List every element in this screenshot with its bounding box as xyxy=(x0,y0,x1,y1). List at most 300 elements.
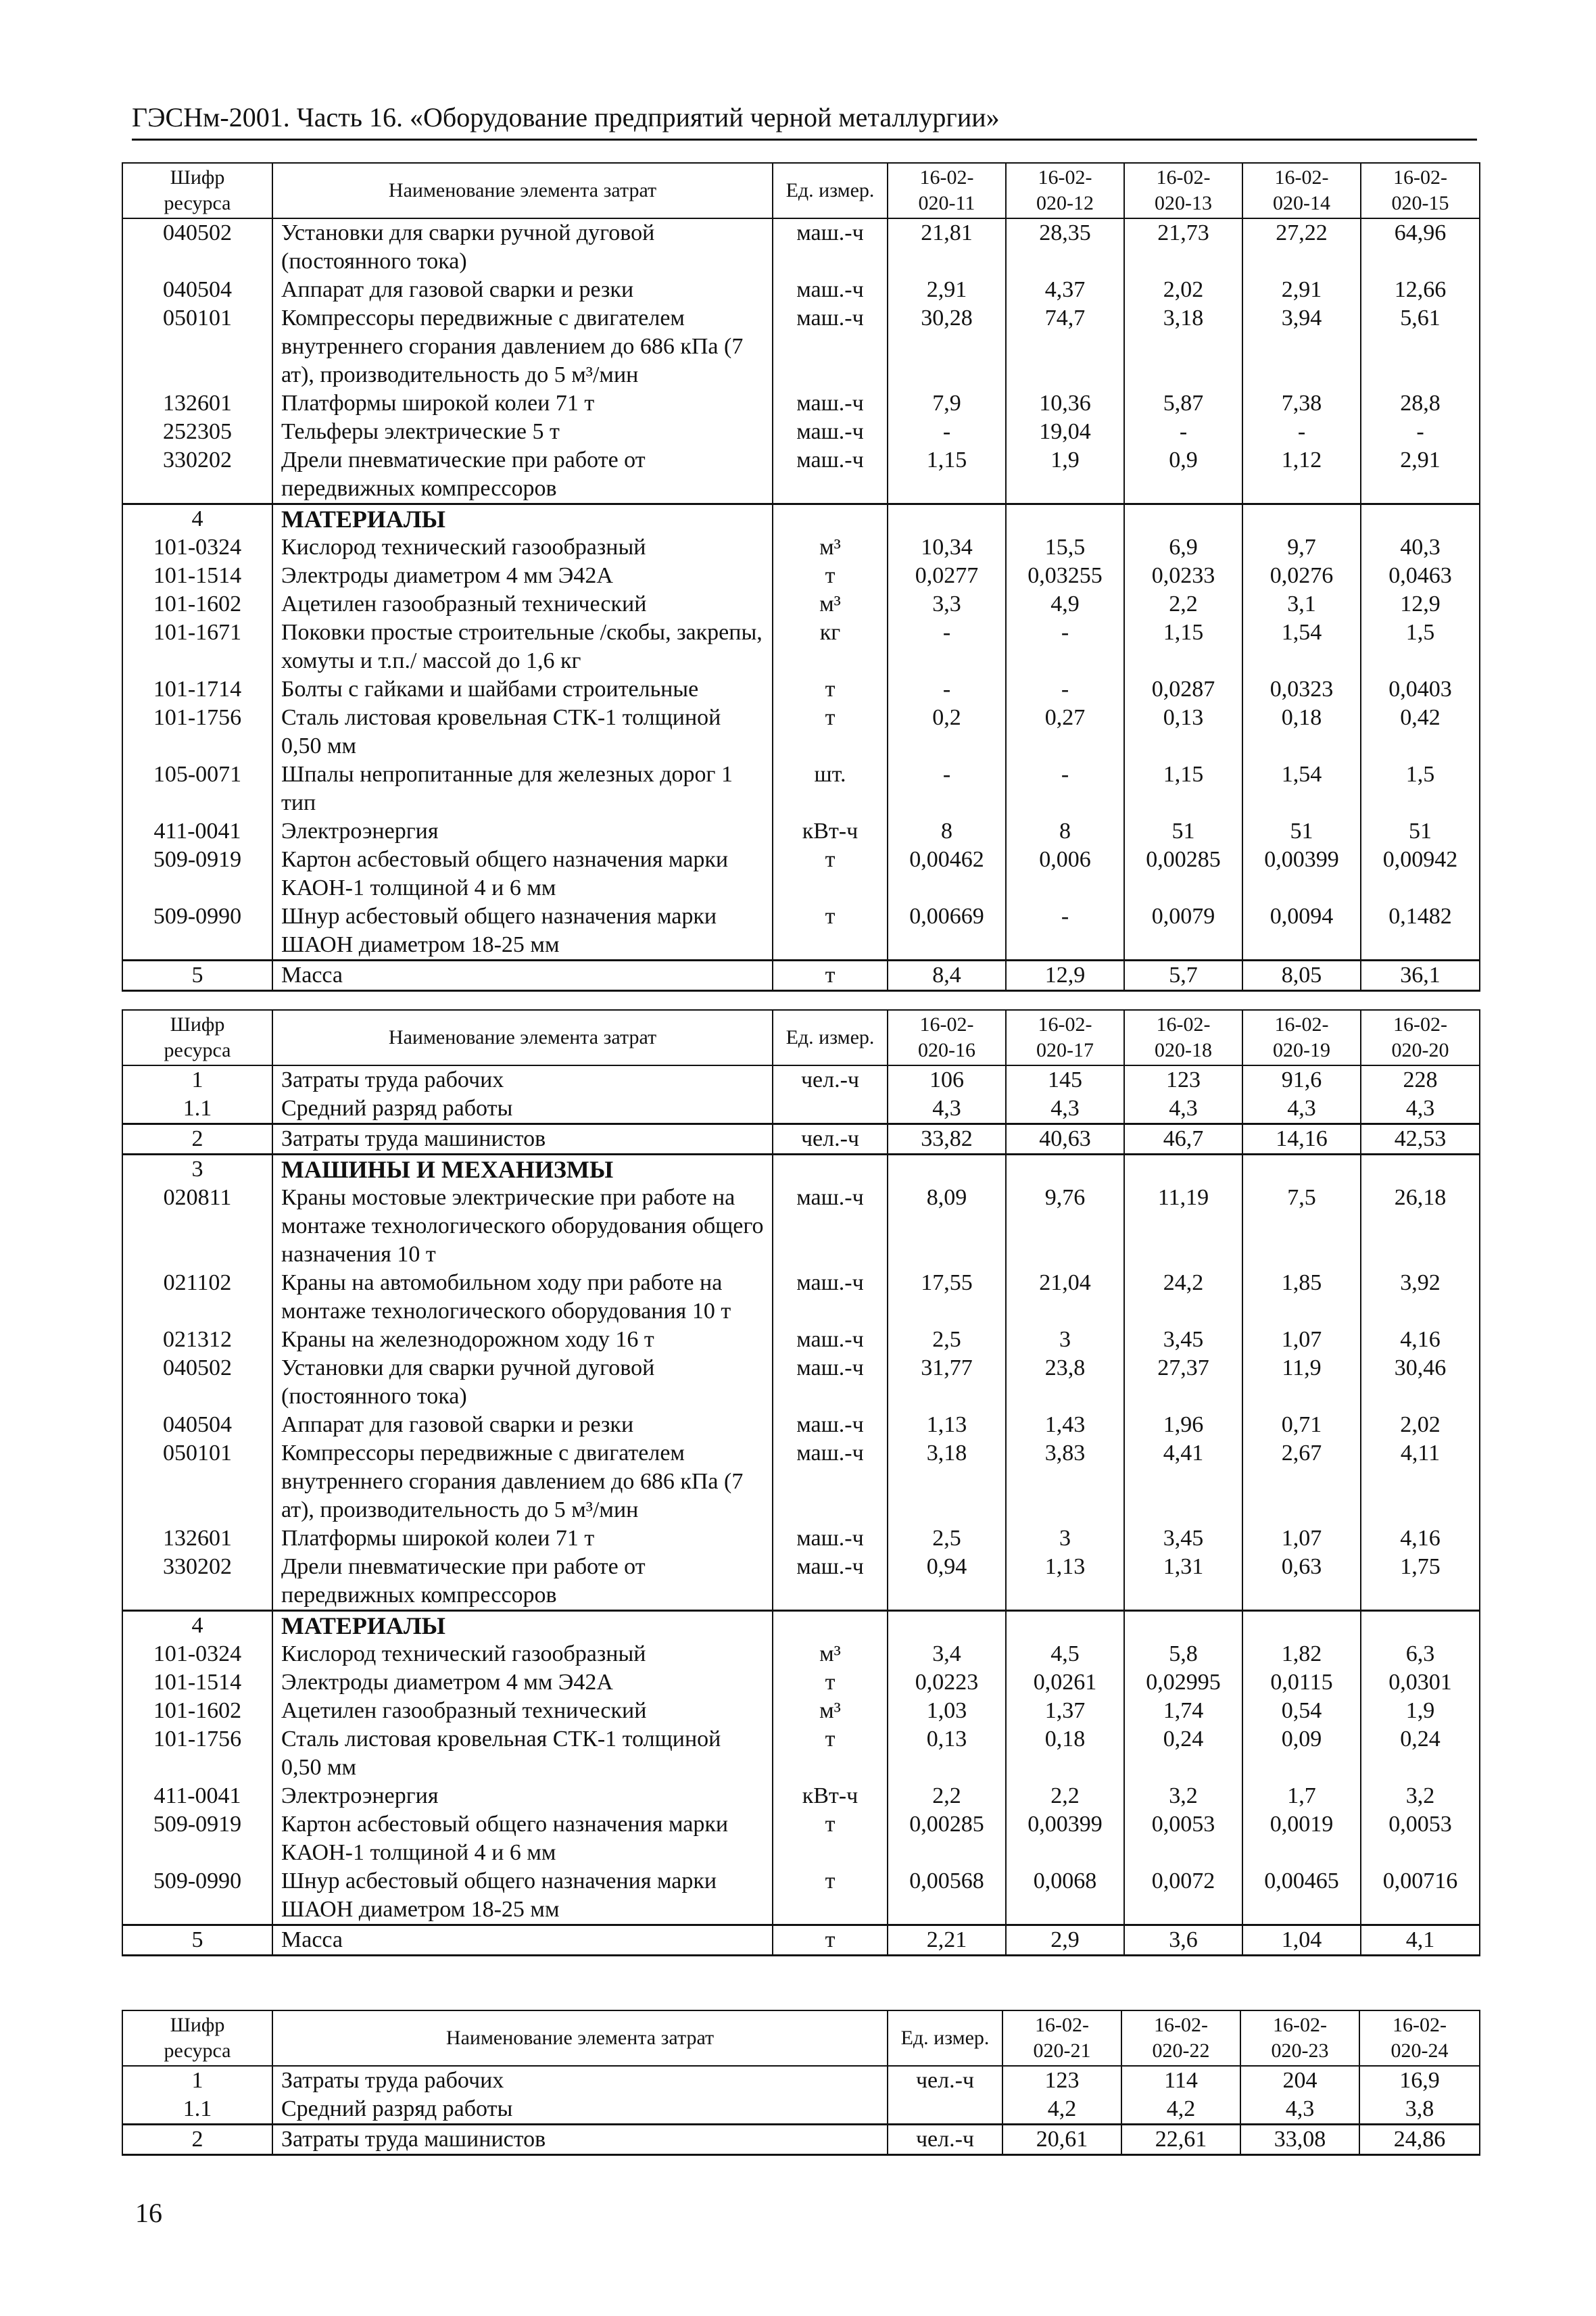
norm-value: 3,45 xyxy=(1124,1326,1242,1354)
table-row xyxy=(122,619,1480,675)
table-row xyxy=(122,1725,1480,1782)
unit: маш.-ч xyxy=(773,218,888,276)
norm-value: 2,2 xyxy=(1124,590,1242,619)
norm-column-header xyxy=(1006,163,1124,218)
norm-column-header xyxy=(1002,2010,1121,2066)
table-row xyxy=(122,761,1480,817)
norm-column-header xyxy=(1361,1010,1480,1065)
norm-value: 7,5 xyxy=(1242,1184,1361,1269)
unit: маш.-ч xyxy=(773,1269,888,1326)
unit: кВт-ч xyxy=(773,817,888,846)
norm-value: 4,5 xyxy=(1006,1640,1124,1668)
resource-name: Установки для сварки ручной дуговой (постоянного тока) xyxy=(272,1354,773,1411)
resource-code: 4 xyxy=(122,1611,272,1641)
norm-value: 2,02 xyxy=(1124,276,1242,304)
unit: маш.-ч xyxy=(773,1553,888,1611)
norm-value: 51 xyxy=(1242,817,1361,846)
norm-value xyxy=(1242,504,1361,534)
norm-value: 12,9 xyxy=(1006,961,1124,991)
resource-name: МАТЕРИАЛЫ xyxy=(272,1611,773,1641)
norm-value: 0,0276 xyxy=(1242,562,1361,590)
norm-value: 26,18 xyxy=(1361,1184,1480,1269)
header-row xyxy=(122,2010,1480,2066)
norm-code-line: 16-02- xyxy=(919,1013,974,1036)
header-row xyxy=(122,1010,1480,1065)
norm-value: 1,13 xyxy=(888,1411,1006,1439)
resource-code: 1.1 xyxy=(122,1094,272,1124)
norm-value: 123 xyxy=(1002,2066,1121,2095)
norm-value: 14,16 xyxy=(1242,1124,1361,1155)
norm-value: 22,61 xyxy=(1121,2125,1240,2155)
norm-value: 64,96 xyxy=(1361,218,1480,276)
norm-value: 0,0323 xyxy=(1242,675,1361,704)
resource-code: 101-0324 xyxy=(122,1640,272,1668)
norm-value: 1,03 xyxy=(888,1697,1006,1725)
norm-value: 2,91 xyxy=(1361,446,1480,504)
norm-value: 0,0115 xyxy=(1242,1668,1361,1697)
unit: кВт-ч xyxy=(773,1782,888,1810)
norm-value: 4,2 xyxy=(1002,2095,1121,2125)
norm-value xyxy=(1006,1155,1124,1184)
norm-value: 3,45 xyxy=(1124,1524,1242,1553)
norm-value: 1,5 xyxy=(1361,619,1480,675)
norm-value: 5,8 xyxy=(1124,1640,1242,1668)
norm-value: 0,2 xyxy=(888,704,1006,761)
table-row xyxy=(122,1439,1480,1524)
running-header: ГЭСНм-2001. Часть 16. «Оборудование предприятий черной металлургии» xyxy=(132,102,1000,132)
norm-value: 0,0072 xyxy=(1124,1867,1242,1925)
unit: м³ xyxy=(773,533,888,562)
norm-code-line: 020-23 xyxy=(1271,2040,1329,2062)
table-row xyxy=(122,2066,1480,2095)
table-row xyxy=(122,1524,1480,1553)
norm-code-line: 020-24 xyxy=(1391,2040,1449,2062)
norm-value: 1,75 xyxy=(1361,1553,1480,1611)
norm-value: 4,3 xyxy=(1361,1094,1480,1124)
norm-value: 2,91 xyxy=(1242,276,1361,304)
resource-name: Средний разряд работы xyxy=(272,2095,888,2125)
norm-code-line: 020-18 xyxy=(1155,1039,1212,1061)
resource-name: Тельферы электрические 5 т xyxy=(272,418,773,446)
table-row xyxy=(122,504,1480,534)
resource-table-3 xyxy=(122,2010,1480,2156)
norm-value: 3 xyxy=(1006,1524,1124,1553)
table-row xyxy=(122,1810,1480,1867)
table-row xyxy=(122,389,1480,418)
table-row xyxy=(122,218,1480,276)
norm-value: 11,19 xyxy=(1124,1184,1242,1269)
resource-name: Шнур асбестовый общего назначения марки ШАОН диаметром 18-25 мм xyxy=(272,902,773,961)
norm-value: 0,0053 xyxy=(1124,1810,1242,1867)
resource-code: 1.1 xyxy=(122,2095,272,2125)
norm-value xyxy=(1242,1611,1361,1641)
norm-column-header xyxy=(1242,163,1361,218)
norm-value: 3,3 xyxy=(888,590,1006,619)
code-header-line: ресурса xyxy=(164,1039,231,1061)
norm-value: 10,34 xyxy=(888,533,1006,562)
resource-name: Затраты труда рабочих xyxy=(272,1065,773,1094)
unit: т xyxy=(773,846,888,902)
norm-value: 4,16 xyxy=(1361,1326,1480,1354)
resource-name: Аппарат для газовой сварки и резки xyxy=(272,1411,773,1439)
norm-value: 7,38 xyxy=(1242,389,1361,418)
norm-value: 8,4 xyxy=(888,961,1006,991)
table-row xyxy=(122,1065,1480,1094)
norm-value: 3,2 xyxy=(1361,1782,1480,1810)
norm-value: 0,13 xyxy=(1124,704,1242,761)
norm-value: 2,67 xyxy=(1242,1439,1361,1524)
norm-value: 40,63 xyxy=(1006,1124,1124,1155)
norm-code-line: 020-22 xyxy=(1152,2040,1210,2062)
norm-value: 5,7 xyxy=(1124,961,1242,991)
table-row xyxy=(122,1354,1480,1411)
resource-code: 101-1756 xyxy=(122,1725,272,1782)
norm-value: 0,24 xyxy=(1124,1725,1242,1782)
norm-value: 0,00285 xyxy=(888,1810,1006,1867)
norm-value: 106 xyxy=(888,1065,1006,1094)
table-row xyxy=(122,1269,1480,1326)
resource-code: 101-1714 xyxy=(122,675,272,704)
norm-value: 0,006 xyxy=(1006,846,1124,902)
resource-code: 021102 xyxy=(122,1269,272,1326)
resource-name: Краны на железнодорожном ходу 16 т xyxy=(272,1326,773,1354)
norm-value: 2,2 xyxy=(1006,1782,1124,1810)
unit: м³ xyxy=(773,590,888,619)
code-header-line: ресурса xyxy=(164,192,231,214)
norm-code-line: 020-19 xyxy=(1273,1039,1330,1061)
unit xyxy=(888,2095,1002,2125)
norm-value: 4,3 xyxy=(1006,1094,1124,1124)
norm-value: 0,94 xyxy=(888,1553,1006,1611)
norm-value: 4,37 xyxy=(1006,276,1124,304)
norm-value: - xyxy=(1006,675,1124,704)
resource-name: Дрели пневматические при работе от передвижных компрессоров xyxy=(272,446,773,504)
norm-code-line: 16-02- xyxy=(1274,166,1329,189)
unit: маш.-ч xyxy=(773,1354,888,1411)
norm-value: 51 xyxy=(1361,817,1480,846)
norm-value: 5,87 xyxy=(1124,389,1242,418)
resource-code: 509-0919 xyxy=(122,846,272,902)
norm-value: 3,18 xyxy=(1124,304,1242,389)
norm-value: 1,12 xyxy=(1242,446,1361,504)
norm-value xyxy=(1124,504,1242,534)
norm-value: 0,00942 xyxy=(1361,846,1480,902)
norm-value: 0,1482 xyxy=(1361,902,1480,961)
resource-name: Затраты труда машинистов xyxy=(272,2125,888,2155)
norm-value: 4,2 xyxy=(1121,2095,1240,2125)
norm-value: 3,18 xyxy=(888,1439,1006,1524)
norm-value: 8 xyxy=(888,817,1006,846)
unit: шт. xyxy=(773,761,888,817)
resource-code: 101-0324 xyxy=(122,533,272,562)
norm-column-header xyxy=(1361,163,1480,218)
norm-value: 6,3 xyxy=(1361,1640,1480,1668)
unit: маш.-ч xyxy=(773,276,888,304)
norm-value: 123 xyxy=(1124,1065,1242,1094)
norm-value xyxy=(1242,1155,1361,1184)
resource-code: 101-1671 xyxy=(122,619,272,675)
table-row xyxy=(122,304,1480,389)
resource-code: 101-1602 xyxy=(122,590,272,619)
resource-name: Шнур асбестовый общего назначения марки ШАОН диаметром 18-25 мм xyxy=(272,1867,773,1925)
resource-code: 101-1602 xyxy=(122,1697,272,1725)
norm-value: 0,71 xyxy=(1242,1411,1361,1439)
norm-value: 114 xyxy=(1121,2066,1240,2095)
table-row xyxy=(122,1553,1480,1611)
norm-column-header xyxy=(1006,1010,1124,1065)
unit: т xyxy=(773,1925,888,1956)
norm-value: 16,9 xyxy=(1359,2066,1480,2095)
norm-value xyxy=(888,1611,1006,1641)
resource-code: 2 xyxy=(122,1124,272,1155)
norm-value: 21,04 xyxy=(1006,1269,1124,1326)
norm-value: 19,04 xyxy=(1006,418,1124,446)
norm-column-header xyxy=(1124,163,1242,218)
norm-value: 91,6 xyxy=(1242,1065,1361,1094)
resource-name: Болты с гайками и шайбами строительные xyxy=(272,675,773,704)
unit: т xyxy=(773,902,888,961)
norm-value: 74,7 xyxy=(1006,304,1124,389)
unit: т xyxy=(773,1725,888,1782)
resource-code: 050101 xyxy=(122,304,272,389)
norm-value xyxy=(1124,1611,1242,1641)
norm-value: 0,00399 xyxy=(1242,846,1361,902)
norm-value: 1,9 xyxy=(1006,446,1124,504)
norm-value: 0,0223 xyxy=(888,1668,1006,1697)
norm-code-line: 16-02- xyxy=(1154,2014,1208,2036)
norm-value: 2,5 xyxy=(888,1326,1006,1354)
unit: маш.-ч xyxy=(773,1184,888,1269)
norm-column-header xyxy=(888,1010,1006,1065)
norm-value: 1,07 xyxy=(1242,1524,1361,1553)
norm-code-line: 020-12 xyxy=(1036,192,1094,214)
norm-value: 2,21 xyxy=(888,1925,1006,1956)
norm-value: 3 xyxy=(1006,1326,1124,1354)
norm-value: 4,3 xyxy=(1124,1094,1242,1124)
norm-value: 1,96 xyxy=(1124,1411,1242,1439)
resource-code: 252305 xyxy=(122,418,272,446)
table-row xyxy=(122,1782,1480,1810)
resource-name: Затраты труда машинистов xyxy=(272,1124,773,1155)
resource-name: Краны на автомобильном ходу при работе на монтаже технологического оборудования 10 т xyxy=(272,1269,773,1326)
norm-value: 2,5 xyxy=(888,1524,1006,1553)
norm-value: 3,83 xyxy=(1006,1439,1124,1524)
norm-value: 1,85 xyxy=(1242,1269,1361,1326)
norm-value xyxy=(1361,1155,1480,1184)
resource-code: 040502 xyxy=(122,218,272,276)
norm-code-line: 020-16 xyxy=(918,1039,975,1061)
norm-value: 28,8 xyxy=(1361,389,1480,418)
norm-value: 4,3 xyxy=(1242,1094,1361,1124)
norm-value: 0,0079 xyxy=(1124,902,1242,961)
resource-name: Краны мостовые электрические при работе на монтаже технологического оборудования общего назначения 10 т xyxy=(272,1184,773,1269)
header-rule xyxy=(132,139,1477,141)
norm-value: 1,31 xyxy=(1124,1553,1242,1611)
norm-value xyxy=(888,1155,1006,1184)
norm-value: 40,3 xyxy=(1361,533,1480,562)
norm-value: 1,04 xyxy=(1242,1925,1361,1956)
unit: т xyxy=(773,1810,888,1867)
norm-code-line: 16-02- xyxy=(1393,166,1447,189)
norm-value: 1,5 xyxy=(1361,761,1480,817)
resource-code: 101-1514 xyxy=(122,562,272,590)
unit: маш.-ч xyxy=(773,1411,888,1439)
norm-code-line: 16-02- xyxy=(1393,1013,1447,1036)
unit xyxy=(773,1094,888,1124)
norm-value: 31,77 xyxy=(888,1354,1006,1411)
norm-value: 9,76 xyxy=(1006,1184,1124,1269)
norm-value: 21,73 xyxy=(1124,218,1242,276)
norm-code-line: 16-02- xyxy=(1035,2014,1089,2036)
page-number: 16 xyxy=(135,2198,162,2228)
resource-code: 040504 xyxy=(122,276,272,304)
resource-code: 040504 xyxy=(122,1411,272,1439)
norm-value: 0,0403 xyxy=(1361,675,1480,704)
norm-value: 4,16 xyxy=(1361,1524,1480,1553)
table-row xyxy=(122,902,1480,961)
resource-code: 1 xyxy=(122,2066,272,2095)
norm-code-line: 16-02- xyxy=(1156,166,1211,189)
norm-value: - xyxy=(888,675,1006,704)
norm-value: 2,02 xyxy=(1361,1411,1480,1439)
norm-code-line: 020-14 xyxy=(1273,192,1330,214)
table-row xyxy=(122,276,1480,304)
norm-value: 51 xyxy=(1124,817,1242,846)
norm-column-header xyxy=(1359,2010,1480,2066)
norm-value: 46,7 xyxy=(1124,1124,1242,1155)
norm-value: 0,0233 xyxy=(1124,562,1242,590)
unit: т xyxy=(773,961,888,991)
norm-value: 4,11 xyxy=(1361,1439,1480,1524)
norm-value: 33,82 xyxy=(888,1124,1006,1155)
norm-value: 4,3 xyxy=(1240,2095,1359,2125)
norm-value: 0,0301 xyxy=(1361,1668,1480,1697)
resource-code: 1 xyxy=(122,1065,272,1094)
table-row xyxy=(122,1155,1480,1184)
norm-value: 12,66 xyxy=(1361,276,1480,304)
norm-value: 0,9 xyxy=(1124,446,1242,504)
norm-code-line: 020-11 xyxy=(918,192,975,214)
resource-name: Электроды диаметром 4 мм Э42А xyxy=(272,1668,773,1697)
table-row xyxy=(122,1326,1480,1354)
unit: чел.-ч xyxy=(773,1065,888,1094)
norm-value: 5,61 xyxy=(1361,304,1480,389)
norm-value: 0,63 xyxy=(1242,1553,1361,1611)
norm-value: 0,27 xyxy=(1006,704,1124,761)
norm-value: 30,28 xyxy=(888,304,1006,389)
resource-table-2 xyxy=(122,1009,1480,1956)
norm-value: 3,4 xyxy=(888,1640,1006,1668)
norm-value: 0,0287 xyxy=(1124,675,1242,704)
norm-value: 1,82 xyxy=(1242,1640,1361,1668)
table-row xyxy=(122,2095,1480,2125)
norm-value: - xyxy=(888,619,1006,675)
norm-value: 1,43 xyxy=(1006,1411,1124,1439)
norm-value: 0,18 xyxy=(1242,704,1361,761)
norm-value: 0,00716 xyxy=(1361,1867,1480,1925)
norm-value: 1,9 xyxy=(1361,1697,1480,1725)
unit: т xyxy=(773,1867,888,1925)
unit: маш.-ч xyxy=(773,418,888,446)
norm-value: 0,02995 xyxy=(1124,1668,1242,1697)
table-row xyxy=(122,418,1480,446)
header-row xyxy=(122,163,1480,218)
norm-value: 11,9 xyxy=(1242,1354,1361,1411)
norm-value: 36,1 xyxy=(1361,961,1480,991)
resource-code: 040502 xyxy=(122,1354,272,1411)
norm-value: 21,81 xyxy=(888,218,1006,276)
norm-value: 0,03255 xyxy=(1006,562,1124,590)
resource-code: 509-0990 xyxy=(122,902,272,961)
resource-code: 330202 xyxy=(122,446,272,504)
resource-name: Поковки простые строительные /скобы, закрепы, хомуты и т.п./ массой до 1,6 кг xyxy=(272,619,773,675)
norm-value: 3,8 xyxy=(1359,2095,1480,2125)
norm-value: 1,15 xyxy=(888,446,1006,504)
norm-value xyxy=(1006,504,1124,534)
resource-name: Средний разряд работы xyxy=(272,1094,773,1124)
norm-value: 30,46 xyxy=(1361,1354,1480,1411)
unit: т xyxy=(773,675,888,704)
resource-code: 411-0041 xyxy=(122,1782,272,1810)
unit xyxy=(773,1611,888,1641)
resource-name: Аппарат для газовой сварки и резки xyxy=(272,276,773,304)
norm-code-line: 16-02- xyxy=(1156,1013,1211,1036)
norm-value: 3,94 xyxy=(1242,304,1361,389)
norm-value: - xyxy=(1242,418,1361,446)
resource-name: Масса xyxy=(272,1925,773,1956)
norm-value: 4,1 xyxy=(1361,1925,1480,1956)
resource-code: 5 xyxy=(122,961,272,991)
code-header-line: ресурса xyxy=(164,2040,231,2062)
resource-name: Шпалы непропитанные для железных дорог 1 тип xyxy=(272,761,773,817)
norm-column-header xyxy=(1124,1010,1242,1065)
norm-value xyxy=(1006,1611,1124,1641)
resource-name: Ацетилен газообразный технический xyxy=(272,590,773,619)
norm-value: 28,35 xyxy=(1006,218,1124,276)
table-row xyxy=(122,817,1480,846)
norm-value: 27,22 xyxy=(1242,218,1361,276)
resource-name: Электроэнергия xyxy=(272,1782,773,1810)
name-column-header: Наименование элемента затрат xyxy=(272,163,773,218)
norm-value: 1,15 xyxy=(1124,619,1242,675)
unit: маш.-ч xyxy=(773,1439,888,1524)
resource-name: Сталь листовая кровельная СТК-1 толщиной 0,50 мм xyxy=(272,1725,773,1782)
resource-code: 020811 xyxy=(122,1184,272,1269)
norm-value: 0,18 xyxy=(1006,1725,1124,1782)
norm-value xyxy=(888,504,1006,534)
norm-value xyxy=(1361,1611,1480,1641)
table-row xyxy=(122,590,1480,619)
norm-value: 1,54 xyxy=(1242,761,1361,817)
resource-name: МАШИНЫ И МЕХАНИЗМЫ xyxy=(272,1155,773,1184)
norm-value: 1,07 xyxy=(1242,1326,1361,1354)
unit: м³ xyxy=(773,1697,888,1725)
norm-value: - xyxy=(1124,418,1242,446)
norm-value: 0,00462 xyxy=(888,846,1006,902)
unit: маш.-ч xyxy=(773,1524,888,1553)
unit: т xyxy=(773,704,888,761)
resource-name: Электроэнергия xyxy=(272,817,773,846)
norm-value: 0,13 xyxy=(888,1725,1006,1782)
norm-value: - xyxy=(888,418,1006,446)
unit: т xyxy=(773,562,888,590)
norm-value: - xyxy=(1006,761,1124,817)
table-row xyxy=(122,1668,1480,1697)
norm-value: 3,1 xyxy=(1242,590,1361,619)
resource-code: 4 xyxy=(122,504,272,534)
norm-value: 0,0261 xyxy=(1006,1668,1124,1697)
norm-value: 4,41 xyxy=(1124,1439,1242,1524)
